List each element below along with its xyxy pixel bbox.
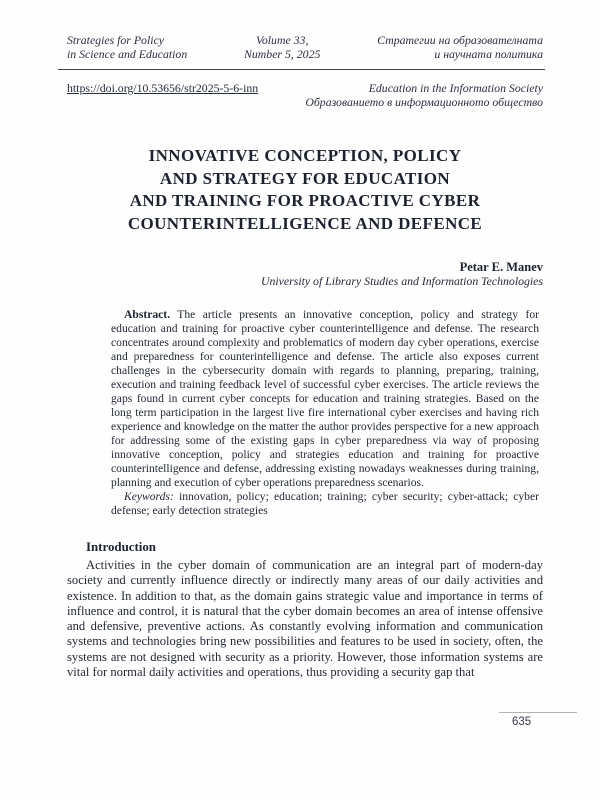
doi-row xyxy=(67,82,543,109)
section-heading-introduction: Introduction xyxy=(86,540,156,554)
journal-title-bg xyxy=(377,33,543,61)
page-number: 635 xyxy=(512,716,532,728)
keywords-paragraph xyxy=(111,490,539,518)
article-title-line2: AND STRATEGY FOR EDUCATION xyxy=(159,168,451,188)
section-name-en: Education in the Information Society xyxy=(368,81,543,95)
journal-title-en-line2: in Science and Education xyxy=(67,47,188,61)
page-footer xyxy=(499,712,577,728)
author-block xyxy=(67,260,543,288)
abstract-block xyxy=(111,308,539,518)
journal-title-en xyxy=(67,33,187,61)
keywords-text: innovation, policy; education; training; cyber security; cyber-attack; cyber defense; early detection strategies xyxy=(111,490,539,517)
journal-header xyxy=(67,33,543,61)
article-title-line3: AND TRAINING FOR PROACTIVE CYBER xyxy=(129,191,481,210)
volume-line1: Volume 33, xyxy=(255,33,309,47)
volume-line2: Number 5, 2025 xyxy=(244,47,321,61)
article-title-line1: INNOVATIVE CONCEPTION, POLICY xyxy=(148,146,462,165)
author-name: Petar E. Manev xyxy=(459,260,543,274)
abstract-paragraph xyxy=(111,308,539,490)
author-affiliation: University of Library Studies and Information Technologies xyxy=(260,274,543,288)
keywords-label: Keywords: xyxy=(124,490,174,503)
journal-title-bg-line1: Стратегии на образователната xyxy=(377,33,543,47)
journal-title-bg-line2: и научната политика xyxy=(434,47,543,61)
article-title-line4: COUNTERINTELLIGENCE AND DEFENCE xyxy=(127,213,483,233)
introduction-paragraph: Activities in the cyber domain of communication are an integral part of modern-day society and currently influence directly or indirectly many areas of our daily activities and existence. In addition to that, as the domain gains strategic value and importance in terms of influence and control, it is natural that the cyber domain becomes an area of intense offensive and defensive, preventive actions. As constantly evolving information and communication systems and technologies bring new possibilities and features to be used in society, often, the systems are not designed with security as a priority. However, those information systems are vital for normal daily activities and operations, thus providing a security gap that xyxy=(67,558,543,680)
abstract-text: The article presents an innovative conception, policy and strategy for education and training for proactive cyber counterintelligence and defense. The research concentrates around complexity and problematics of modern day cyber operations, exercise and preparedness for counterintelligence and defense. The article also exposes current challenges in the cybersecurity domain with regards to planning, preparing, training, execution and training feedback level of successful cyber exercises. The article reviews the gaps found in current cyber concepts for education and training strategies. Based on the long term participation in the largest live fire international cyber exercises and having rich experience and knowledge on the matter the author provides perspective for a new approach for addressing some of the existing gaps in cyber preparedness via way of proposing innovative conception, policy and strategies education and training for proactive counterintelligence and defense, addressing existing nowadays weaknesses during training, planning and execution of cyber operations preparedness scenarios. xyxy=(111,308,539,489)
header-rule xyxy=(58,69,545,70)
section-name-bg: Образованието в информационното общество xyxy=(305,94,543,109)
doi-link[interactable]: https://doi.org/10.53656/str2025-5-6-inn xyxy=(67,81,259,95)
section-names xyxy=(305,82,543,109)
volume-info xyxy=(244,33,320,61)
journal-title-en-line1: Strategies for Policy xyxy=(67,33,164,47)
abstract-label: Abstract. xyxy=(124,308,171,321)
article-title xyxy=(67,145,543,235)
